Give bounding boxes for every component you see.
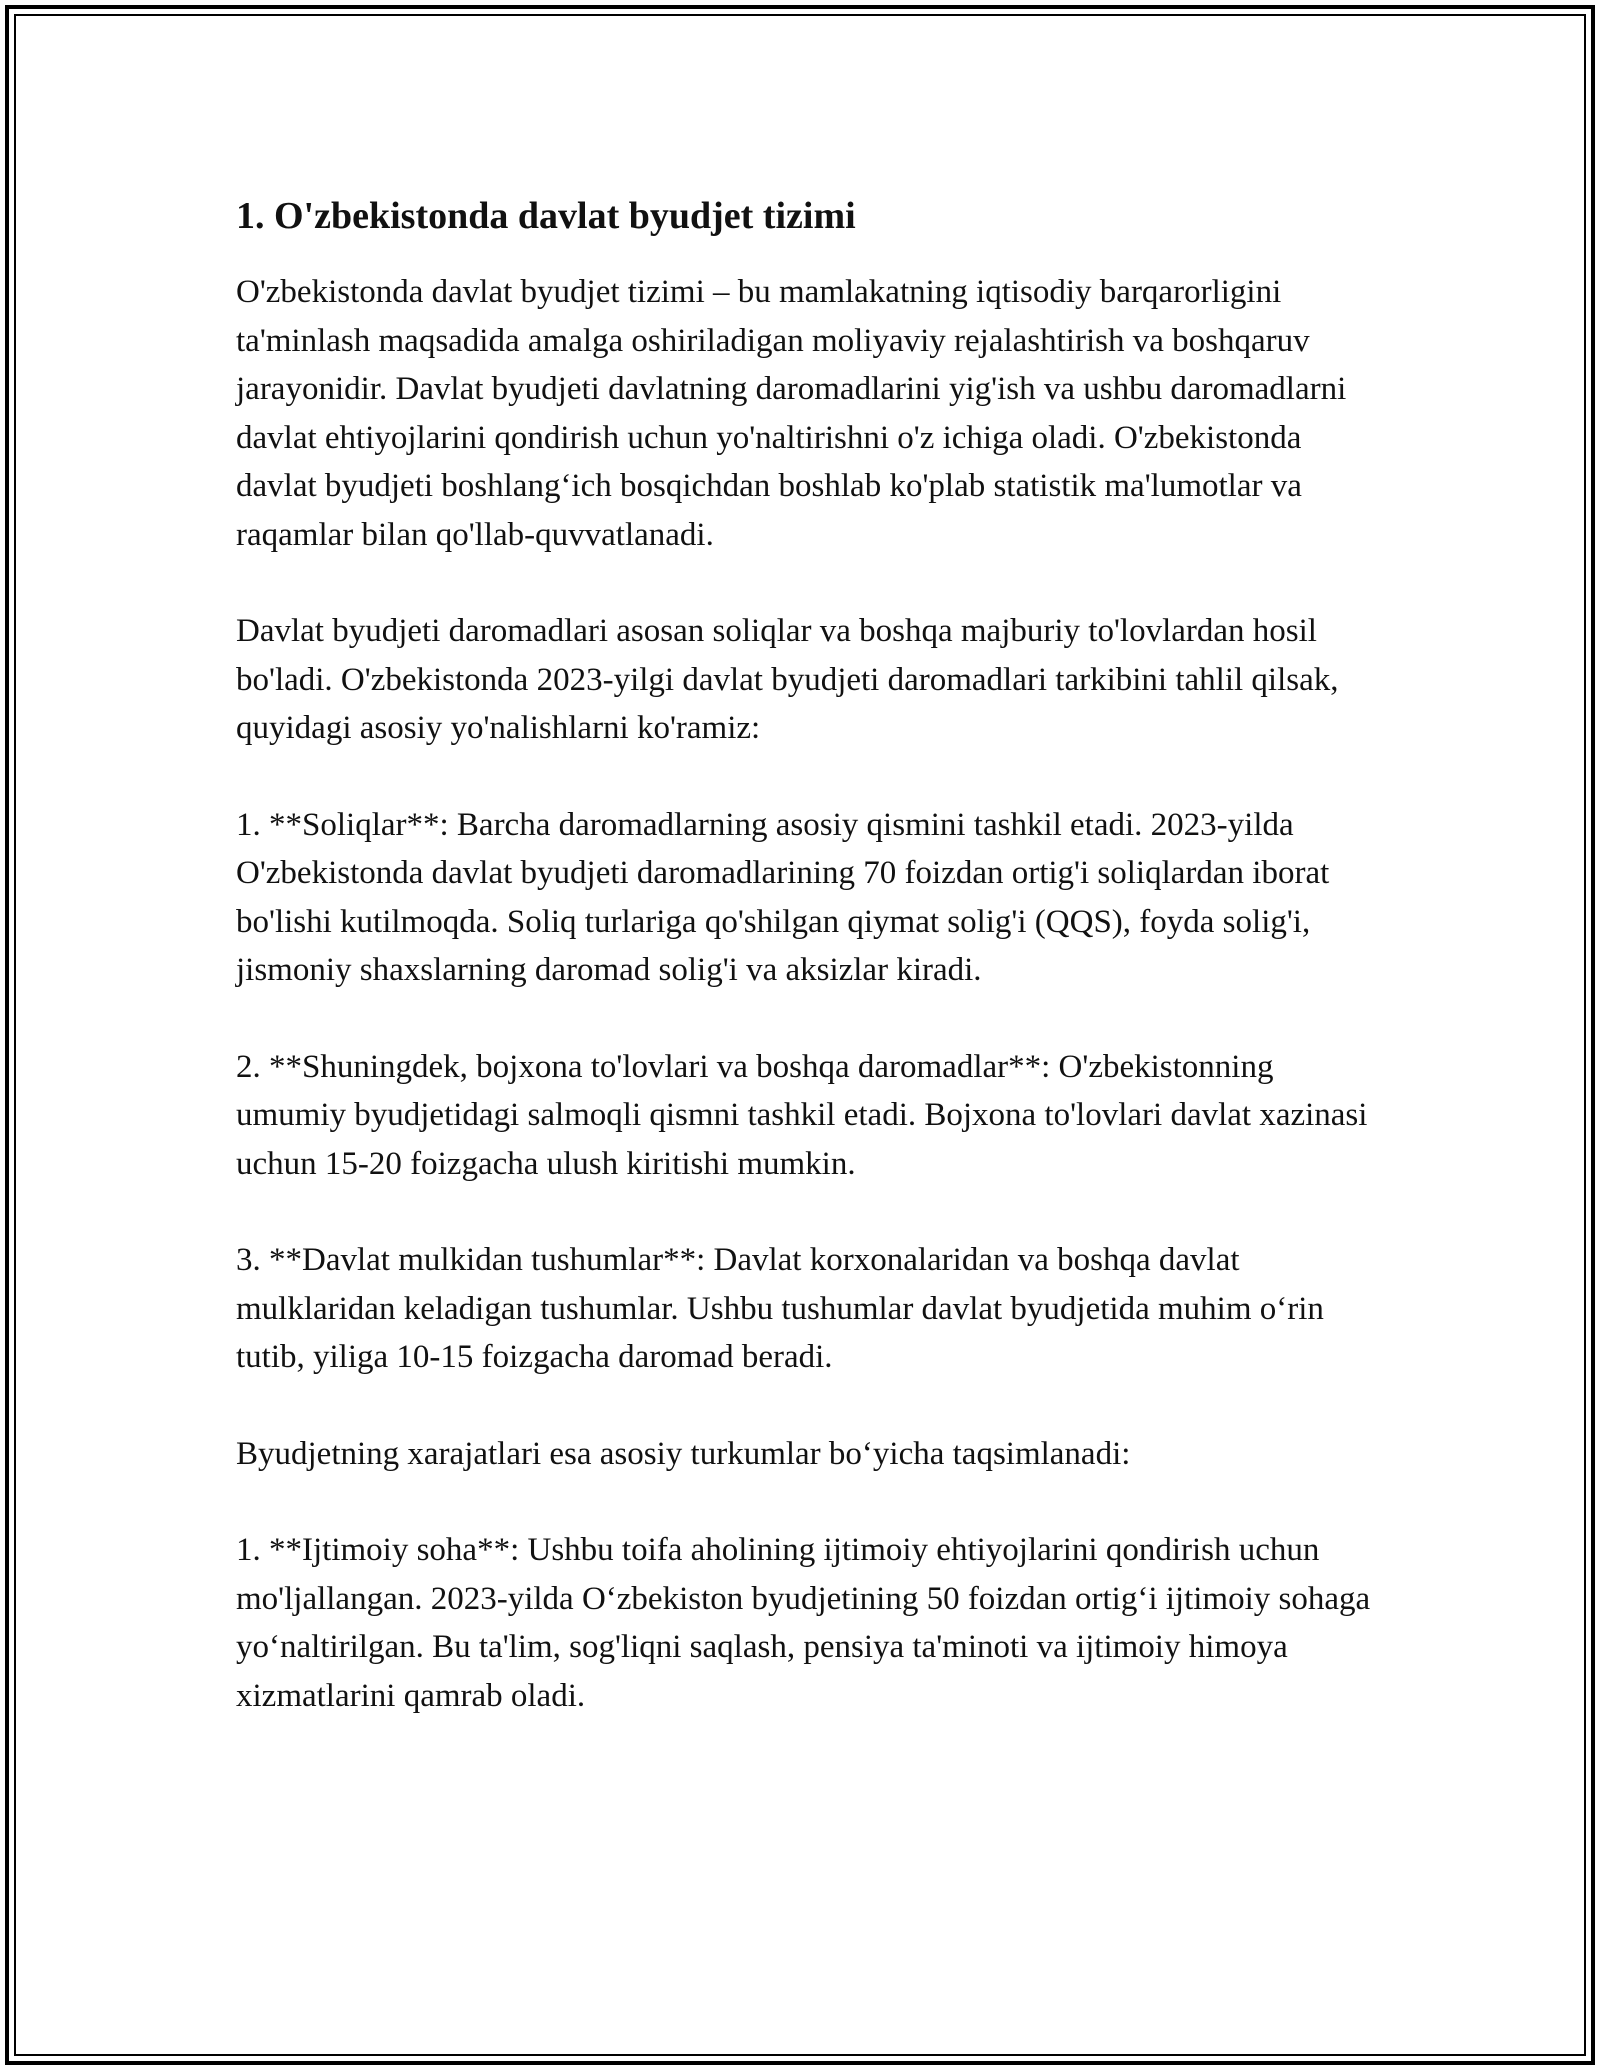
revenue-item-state-property: 3. **Davlat mulkidan tushumlar**: Davlat korxonalaridan va boshqa davlat mulklaridan keladigan tushumlar. Ushbu tushumlar davlat byudjetida muhim o‘rin tutib, yiliga 10-15 foizgacha daromad beradi. (236, 1242, 1324, 1375)
revenue-paragraph: Davlat byudjeti daromadlari asosan soliqlar va boshqa majburiy to'lovlardan hosil bo'ladi. O'zbekistonda 2023-yilgi davlat byudjeti daromadlari tarkibini tahlil qilsak, quyidagi asosiy yo'nalishlarni ko'ramiz: (236, 613, 1339, 746)
intro-paragraph: O'zbekistonda davlat byudjet tizimi – bu mamlakatning iqtisodiy barqarorligini ta'minlash maqsadida amalga oshiriladigan moliyaviy rejalashtirish va boshqaruv jarayonidir. Davlat byudjeti davlatning daromadlarini yig'ish va ushbu daromadlarni davlat ehtiyojlarini qondirish uchun yo'naltirishni o'z ichiga oladi. O'zbekistonda davlat byudjeti boshlang‘ich bosqichdan boshlab ko'plab statistik ma'lumotlar va raqamlar bilan qo'llab-quvvatlanadi. (236, 274, 1347, 553)
expenditure-item-social: 1. **Ijtimoiy soha**: Ushbu toifa aholining ijtimoiy ehtiyojlarini qondirish uchun mo'ljallangan. 2023-yilda O‘zbekiston byudjetining 50 foizdan ortig‘i ijtimoiy sohaga yo‘naltirilgan. Bu ta'lim, sog'liqni saqlash, pensiya ta'minoti va ijtimoiy himoya xizmatlarini qamrab oladi. (236, 1532, 1371, 1714)
revenue-item-customs: 2. **Shuningdek, bojxona to'lovlari va boshqa daromadlar**: O'zbekistonning umumiy byudjetidagi salmoqli qismni tashkil etadi. Bojxona to'lovlari davlat xazinasi uchun 15-20 foizgacha ulush kiritishi mumkin. (236, 1048, 1368, 1182)
revenue-item-taxes: 1. **Soliqlar**: Barcha daromadlarning asosiy qismini tashkil etadi. 2023-yilda O'zbekistonda davlat byudjeti daromadlarining 70 foizdan ortig'i soliqlardan iborat bo'lishi kutilmoqda. Soliq turlariga qo'shilgan qiymat solig'i (QQS), foyda solig'i, jismoniy shaxslarning daromad solig'i va aksizlar kiradi. (236, 806, 1330, 988)
expenditure-paragraph: Byudjetning xarajatlari esa asosiy turkumlar bo‘yicha taqsimlanadi: (236, 1435, 1131, 1472)
document-body (236, 188, 1386, 1768)
document-heading: 1. O'zbekistonda davlat byudjet tizimi (236, 195, 856, 237)
